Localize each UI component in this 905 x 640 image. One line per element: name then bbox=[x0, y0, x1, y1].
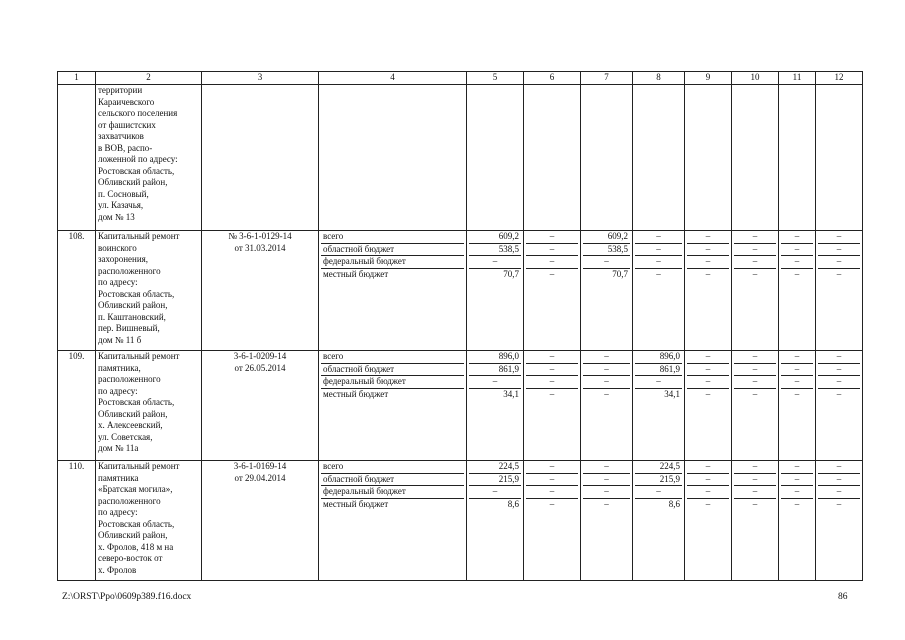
value-col8: – bbox=[656, 268, 661, 279]
funding-source: федеральный бюджет bbox=[321, 486, 464, 499]
header-row bbox=[58, 72, 863, 85]
value-col10: – bbox=[734, 461, 776, 474]
value-col7-cell bbox=[581, 231, 633, 351]
value-col12-cell bbox=[816, 461, 863, 581]
value-col8: 215,9 bbox=[635, 474, 682, 487]
header-cell: 11 bbox=[779, 72, 816, 85]
value-col7: – bbox=[604, 388, 609, 399]
value-col6: – bbox=[526, 461, 578, 474]
value-col5: 609,2 bbox=[469, 231, 521, 244]
value-col6-cell bbox=[524, 351, 581, 461]
document-reference: 3-6-1-0169-14 от 29.04.2014 bbox=[202, 461, 319, 581]
value-col8: 861,9 bbox=[635, 364, 682, 377]
value-col10-cell bbox=[732, 351, 779, 461]
value-col9: – bbox=[687, 376, 729, 389]
value-col10: – bbox=[734, 244, 776, 257]
header-cell: 9 bbox=[685, 72, 732, 85]
row-number: 109. bbox=[58, 351, 96, 461]
value-col10: – bbox=[752, 388, 758, 399]
value-col9: – bbox=[705, 268, 711, 279]
value-col8-cell bbox=[633, 351, 685, 461]
value-col12: – bbox=[818, 364, 860, 377]
value-col7: – bbox=[583, 486, 630, 499]
program-table bbox=[57, 71, 863, 581]
value-col10: – bbox=[752, 498, 758, 509]
value-col5: 70,7 bbox=[503, 268, 519, 279]
value-col5: 224,5 bbox=[469, 461, 521, 474]
header-cell: 1 bbox=[58, 72, 96, 85]
value-col6-cell bbox=[524, 231, 581, 351]
value-col9: – bbox=[705, 498, 711, 509]
header-cell: 10 bbox=[732, 72, 779, 85]
value-col8: 224,5 bbox=[635, 461, 682, 474]
value-col9: – bbox=[687, 486, 729, 499]
value-col12: – bbox=[836, 268, 842, 279]
value-col11: – bbox=[781, 231, 813, 244]
value-col8: 896,0 bbox=[635, 351, 682, 364]
value-col6: – bbox=[526, 486, 578, 499]
value-col12: – bbox=[818, 376, 860, 389]
value-col11: – bbox=[781, 376, 813, 389]
continuation-row bbox=[58, 85, 863, 231]
row-number: 110. bbox=[58, 461, 96, 581]
header-cell: 5 bbox=[467, 72, 524, 85]
value-col8: – bbox=[635, 486, 682, 499]
value-col7: – bbox=[604, 498, 609, 509]
header-cell: 6 bbox=[524, 72, 581, 85]
header-cell: 8 bbox=[633, 72, 685, 85]
value-col6: – bbox=[526, 244, 578, 257]
value-col12-cell bbox=[816, 231, 863, 351]
value-col6: – bbox=[549, 498, 555, 509]
value-col6-cell bbox=[524, 461, 581, 581]
value-col9: – bbox=[687, 364, 729, 377]
value-col10-cell bbox=[732, 231, 779, 351]
value-col5: – bbox=[469, 486, 521, 499]
value-col8: 8,6 bbox=[668, 498, 680, 509]
value-col8: 34,1 bbox=[664, 388, 680, 399]
value-col10: – bbox=[734, 376, 776, 389]
value-col6: – bbox=[549, 268, 555, 279]
value-col5: – bbox=[469, 376, 521, 389]
value-col10: – bbox=[734, 256, 776, 269]
value-col10: – bbox=[734, 351, 776, 364]
value-col7: 609,2 bbox=[583, 231, 630, 244]
value-col7: – bbox=[583, 376, 630, 389]
value-col5: 8,6 bbox=[507, 498, 519, 509]
value-col6: – bbox=[526, 231, 578, 244]
value-col11-cell bbox=[779, 231, 816, 351]
value-col8-cell bbox=[633, 461, 685, 581]
value-col12: – bbox=[818, 256, 860, 269]
value-col9-cell bbox=[685, 351, 732, 461]
value-col12-cell bbox=[816, 351, 863, 461]
value-col11: – bbox=[794, 388, 800, 399]
document-reference: № 3-6-1-0129-14 от 31.03.2014 bbox=[202, 231, 319, 351]
value-col5-cell bbox=[467, 461, 524, 581]
value-col9: – bbox=[687, 461, 729, 474]
table-row bbox=[58, 231, 863, 351]
value-col9-cell bbox=[685, 461, 732, 581]
value-col11: – bbox=[794, 268, 800, 279]
value-col6: – bbox=[526, 364, 578, 377]
header-cell: 12 bbox=[816, 72, 863, 85]
value-col7: 70,7 bbox=[612, 268, 628, 279]
value-col6: – bbox=[526, 256, 578, 269]
value-col10: – bbox=[734, 486, 776, 499]
value-col11: – bbox=[794, 498, 800, 509]
value-col7: – bbox=[583, 461, 630, 474]
value-col8: – bbox=[635, 376, 682, 389]
funding-source: местный бюджет bbox=[323, 268, 389, 279]
value-col7: 538,5 bbox=[583, 244, 630, 257]
object-description: Капитальный ремонт памятника, расположенного по адресу: Ростовская область, Обливский район, х. Алексеевский, ул. Советская, дом № 11а bbox=[96, 351, 202, 461]
table-row bbox=[58, 461, 863, 581]
value-col11: – bbox=[781, 256, 813, 269]
value-col6: – bbox=[549, 388, 555, 399]
value-col9: – bbox=[687, 474, 729, 487]
header-cell: 7 bbox=[581, 72, 633, 85]
value-col6: – bbox=[526, 376, 578, 389]
value-col9: – bbox=[687, 256, 729, 269]
page-number: 86 bbox=[838, 592, 848, 602]
value-col5-cell bbox=[467, 231, 524, 351]
value-col11: – bbox=[781, 461, 813, 474]
value-col5-cell bbox=[467, 351, 524, 461]
table-row bbox=[58, 351, 863, 461]
value-col12: – bbox=[818, 486, 860, 499]
funding-source: местный бюджет bbox=[323, 388, 389, 399]
object-description: территории Караичевского сельского поселения от фашистских захватчиков в ВОВ, распо- ложенной по адресу: Ростовская область, Обливский район, п. Сосновый, ул. Казачья, дом № 13 bbox=[96, 85, 202, 231]
value-col11: – bbox=[781, 351, 813, 364]
object-description: Капитальный ремонт воинского захоронения, расположенного по адресу: Ростовская область, Обливский район, п. Каштановский, пер. Вишневый, дом № 11 б bbox=[96, 231, 202, 351]
value-col7: – bbox=[583, 256, 630, 269]
value-col11: – bbox=[781, 244, 813, 257]
funding-source: всего bbox=[321, 461, 464, 474]
value-col12: – bbox=[818, 351, 860, 364]
value-col5: 861,9 bbox=[469, 364, 521, 377]
value-col9: – bbox=[687, 244, 729, 257]
value-col10: – bbox=[752, 268, 758, 279]
value-col9-cell bbox=[685, 231, 732, 351]
value-col10: – bbox=[734, 364, 776, 377]
value-col11: – bbox=[781, 474, 813, 487]
funding-source: областной бюджет bbox=[321, 474, 464, 487]
value-col8-cell bbox=[633, 231, 685, 351]
value-col7: – bbox=[583, 474, 630, 487]
header-cell: 3 bbox=[202, 72, 319, 85]
value-col5: 215,9 bbox=[469, 474, 521, 487]
funding-source: местный бюджет bbox=[323, 498, 389, 509]
funding-source-cell bbox=[319, 461, 467, 581]
funding-source: всего bbox=[321, 351, 464, 364]
value-col8: – bbox=[635, 256, 682, 269]
value-col6: – bbox=[526, 351, 578, 364]
value-col5: – bbox=[469, 256, 521, 269]
value-col11-cell bbox=[779, 351, 816, 461]
value-col7: – bbox=[583, 351, 630, 364]
value-col5: 896,0 bbox=[469, 351, 521, 364]
funding-source-cell bbox=[319, 231, 467, 351]
funding-source: всего bbox=[321, 231, 464, 244]
value-col5: 34,1 bbox=[503, 388, 519, 399]
value-col8: – bbox=[635, 231, 682, 244]
value-col10-cell bbox=[732, 461, 779, 581]
funding-source: областной бюджет bbox=[321, 244, 464, 257]
value-col9: – bbox=[687, 231, 729, 244]
value-col9: – bbox=[705, 388, 711, 399]
value-col6: – bbox=[526, 474, 578, 487]
funding-source-cell bbox=[319, 351, 467, 461]
value-col7-cell bbox=[581, 461, 633, 581]
value-col9: – bbox=[687, 351, 729, 364]
row-number: 108. bbox=[58, 231, 96, 351]
object-description: Капитальный ремонт памятника «Братская могила», расположенного по адресу: Ростовская область, Обливский район, х. Фролов, 418 м на северо-восток от х. Фролов bbox=[96, 461, 202, 581]
funding-source: областной бюджет bbox=[321, 364, 464, 377]
document-reference: 3-6-1-0209-14 от 26.05.2014 bbox=[202, 351, 319, 461]
value-col12: – bbox=[818, 244, 860, 257]
value-col12: – bbox=[818, 474, 860, 487]
value-col11: – bbox=[781, 364, 813, 377]
funding-source: федеральный бюджет bbox=[321, 256, 464, 269]
value-col11-cell bbox=[779, 461, 816, 581]
value-col10: – bbox=[734, 231, 776, 244]
funding-source: федеральный бюджет bbox=[321, 376, 464, 389]
value-col8: – bbox=[635, 244, 682, 257]
value-col12: – bbox=[836, 498, 842, 509]
header-cell: 4 bbox=[319, 72, 467, 85]
value-col7-cell bbox=[581, 351, 633, 461]
value-col5: 538,5 bbox=[469, 244, 521, 257]
value-col12: – bbox=[818, 231, 860, 244]
value-col10: – bbox=[734, 474, 776, 487]
value-col7: – bbox=[583, 364, 630, 377]
file-path: Z:\ORST\Ppo\0609p389.f16.docx bbox=[62, 592, 192, 602]
header-cell: 2 bbox=[96, 72, 202, 85]
value-col12: – bbox=[836, 388, 842, 399]
value-col12: – bbox=[818, 461, 860, 474]
value-col11: – bbox=[781, 486, 813, 499]
